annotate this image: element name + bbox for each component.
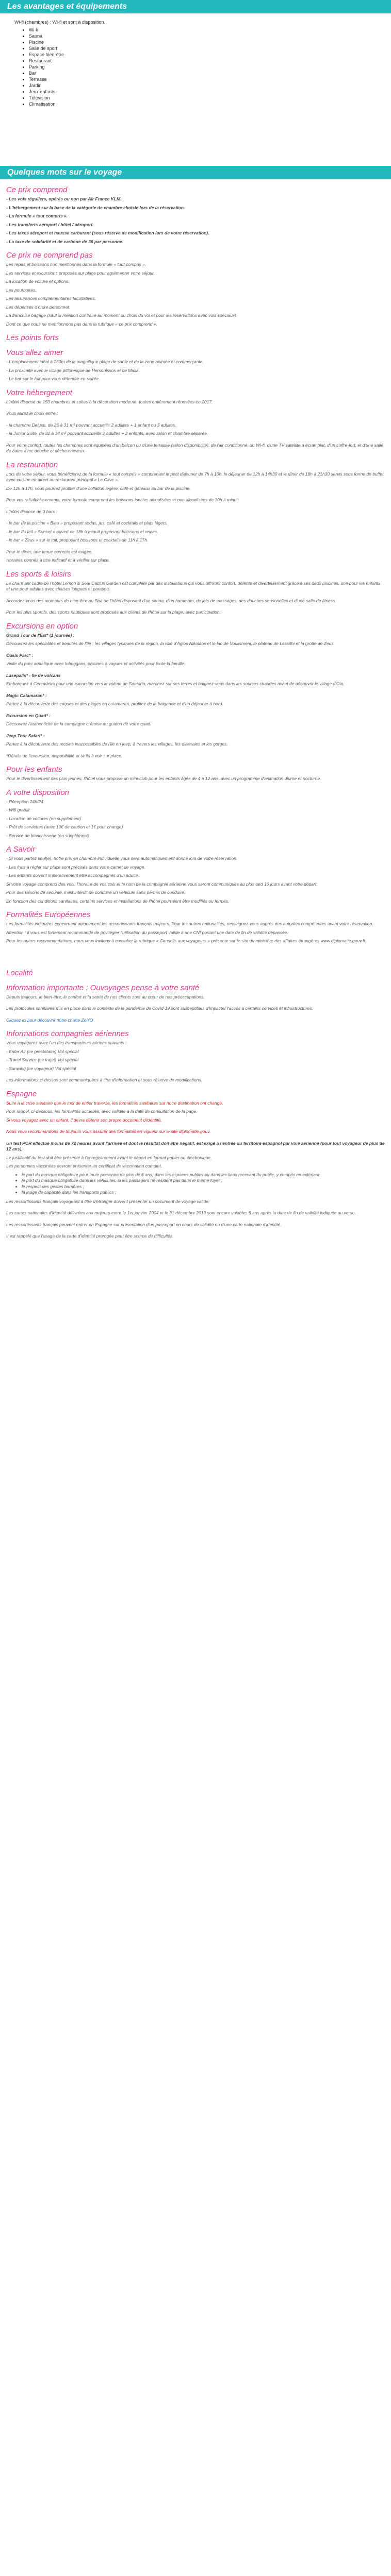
section-title: Pour les enfants bbox=[6, 765, 62, 774]
text: - Les frais à régler sur place sont précisés dans votre carnet de voyage. bbox=[6, 864, 145, 870]
text: - Service de blanchisserie (en supplément) bbox=[6, 833, 90, 838]
text: Oasis Parc* : bbox=[6, 652, 34, 658]
text: - Wifi gratuit bbox=[6, 807, 30, 812]
text: Dont ce que nous ne mentionnons pas dans la rubrique « ce prix comprend ». bbox=[6, 321, 157, 327]
text: - Les enfants doivent impérativement être accompagnés d'un adulte. bbox=[6, 873, 139, 878]
text: Accordez-vous des moments de bien-être au Spa de l'hôtel disposant d'un sauna, d'un hammam, de jets de massages, des douches sensorielles et d'une salle de fitness. bbox=[6, 598, 336, 603]
text: Les ressortissants français peuvent entrer en Espagne sur présentation d'un passeport en cours de validité ou d'une carte nationale d'identité. bbox=[6, 1222, 282, 1227]
page bbox=[0, 0, 391, 1240]
rules-list bbox=[6, 1172, 385, 1196]
amenity-item: • Jeux enfants bbox=[29, 89, 382, 95]
section-title: Information importante : Ouvoyages pense à votre santé bbox=[6, 983, 200, 992]
text: Le charmant cadre de l'hôtel Lemon & Seal Cactus Garden est complété par des installations qui vous offriront confort, détente et divertissement grâce à ses deux piscines, une pour les enfants et une pour adultes avec chaises longues et parasols. bbox=[6, 580, 381, 591]
amenity-item: • Salle de sport bbox=[29, 45, 382, 52]
text: - Location de voitures (en supplément) bbox=[6, 816, 82, 821]
amenity-item: • Télévision bbox=[29, 95, 382, 101]
text: Pour le dîner, une tenue correcte est exigée. bbox=[6, 549, 93, 554]
text: - La formule « tout compris ». bbox=[6, 213, 68, 218]
section-title: Votre hébergement bbox=[6, 388, 72, 397]
amenity-item: • Espace bien-être bbox=[29, 52, 382, 58]
text: - Sunwing (ce voyageur) Vol spécial bbox=[6, 1065, 76, 1071]
text: En fonction des conditions sanitaires, certains services et installations de l'hôtel pourraient être modifiés ou fermés. bbox=[6, 898, 230, 904]
text: Pour vos rafraîchissements, votre formule comprend les boissons locales alcoolisées et non alcoolisées de 10h à minuit. bbox=[6, 497, 240, 502]
text: Les repas et boissons non mentionnés dans la formule « tout compris ». bbox=[6, 262, 146, 267]
text: Découvrez les spécialités et beautés de l'île : les villages typiques de la région, la ville d'Agios Nikolaos et le lac de Voulismeni, le plateau de Lassithi et la grotte de Zeus. bbox=[6, 641, 335, 646]
amenity-item: • Parking bbox=[29, 64, 382, 70]
text: - L'hébergement sur la base de la catégorie de chambre choisie lors de la réservation. bbox=[6, 205, 185, 210]
text: Les personnes vaccinées devront présenter un certificat de vaccination complet. bbox=[6, 1163, 162, 1168]
amenities-intro: Wi-fi (chambres) : Wi-fi et sont à disposition. bbox=[14, 20, 106, 25]
text: - Les transferts aéroport / hôtel / aéroport. bbox=[6, 222, 94, 227]
section-title: Formalités Européennes bbox=[6, 910, 91, 919]
text: Lors de votre séjour, vous bénéficierez de la formule « tout compris » comprenant le petit déjeuner de 7h à 10h, le déjeuner de 12h à 14h30 et le dîner de 18h à 21h30 servis sous forme de buffet avec cuisine en direct au restaurant principal « Le Olive ». bbox=[6, 471, 384, 482]
text: Les assurances complémentaires facultatives. bbox=[6, 296, 96, 301]
text: - la chambre Deluxe, de 26 à 31 m² pouvant accueillir 2 adultes + 1 enfant ou 3 adultes. bbox=[6, 422, 176, 428]
section-title: Excursions en option bbox=[6, 621, 78, 631]
text: Grand Tour de l'Est* (1 journée) : bbox=[6, 632, 75, 638]
text: - Les taxes aéroport et hausse carburant (sous réserve de modification lors de votre réservation). bbox=[6, 230, 209, 235]
text: Pour votre confort, toutes les chambres sont équipées d'un balcon ou d'une terrasse (selon disponibilité), de l'air conditionné, du Wi-fi, d'une TV satellite à écran plat, d'un coffre-fort, et d'une salle de bains avec douche et sèche-cheveux. bbox=[6, 442, 384, 453]
text: Pour les plus sportifs, des sports nautiques sont proposés aux clients de l'hôtel sur la plage, avec participation. bbox=[6, 609, 221, 615]
amenity-item: • Restaurant bbox=[29, 58, 382, 64]
text: - La proximité avec le village pittoresque de Hersonissos et de Malia. bbox=[6, 367, 140, 373]
text: Partez à la découverte des criques et des plages en catamaran, profitez de la baignade et d'un déjeuner à bord. bbox=[6, 701, 223, 706]
text: Les protocoles sanitaires mis en place dans le contexte de la pandémie de Covid-19 sont susceptibles d'impacter l'accès à certains services et infrastructures. bbox=[6, 1006, 313, 1011]
text: Nous vous recommandons de toujours vous assurer des formalités en vigueur sur le site diplomatie.gouv. bbox=[6, 1129, 211, 1134]
text: Les informations ci-dessus sont communiquées à titre d'information et sous réserve de modifications. bbox=[6, 1077, 203, 1082]
text: - L'emplacement idéal à 250m de la magnifique plage de sable et de la zone animée et commerçante. bbox=[6, 359, 204, 364]
text: Suite à la crise sanitaire que le monde entier traverse, les formalités sanitaires sur notre destination ont changé. bbox=[6, 1100, 223, 1106]
text: - Travel Service (ce trajet) Vol spécial bbox=[6, 1057, 79, 1062]
text: De 12h à 17h, vous pourrez profiter d'une collation légère, café et gâteaux au bar de la piscine. bbox=[6, 485, 191, 491]
amenity-item: • Piscine bbox=[29, 39, 382, 45]
section-title: Ce prix ne comprend pas bbox=[6, 251, 93, 260]
list-item: • le port du masque obligatoire dans les véhicules, si les passagers ne résident pas dans le même foyer ; bbox=[22, 1178, 385, 1184]
text: L'hôtel dispose de 150 chambres et suites à la décoration moderne, toutes entièrement rénovées en 2017. bbox=[6, 399, 213, 404]
text: Magic Catamaran* : bbox=[6, 692, 47, 698]
section-title: Espagne bbox=[6, 1089, 37, 1098]
text: Les services et excursions proposés sur place pour agrémenter votre séjour. bbox=[6, 270, 155, 276]
text: - Prêt de serviettes (avec 10€ de caution et 1€ pour change) bbox=[6, 824, 123, 829]
text: Lasepalis* - Ile de volcans bbox=[6, 672, 61, 678]
section-title: La restauration bbox=[6, 460, 58, 469]
text: Horaires donnés à titre indicatif et à vérifier sur place. bbox=[6, 557, 110, 563]
text: Depuis toujours, le bien-être, le confort et la santé de nos clients sont au cœur de nos préoccupations. bbox=[6, 994, 205, 999]
trip-info-header: Quelques mots sur le voyage bbox=[0, 166, 391, 179]
text: Excursion en Quad* : bbox=[6, 713, 51, 718]
text: - la Junior Suite, de 31 à 34 m² pouvant accueillir 2 adultes + 2 enfants, avec salon et chambre séparée. bbox=[6, 431, 208, 436]
amenities-section bbox=[0, 13, 391, 114]
amenities-header: Les avantages et équipements bbox=[0, 0, 391, 13]
text: Vous aurez le choix entre : bbox=[6, 411, 58, 416]
section-title: Les sports & loisirs bbox=[6, 569, 71, 579]
list-item: • la jauge de capacité dans les transports publics ; bbox=[22, 1190, 385, 1196]
text: Pour le divertissement des plus jeunes, l'hôtel vous propose un mini-club pour les enfants âgés de 4 à 12 ans, avec un programme d'animation diurne et nocturne. bbox=[6, 776, 321, 781]
text: Pour rappel, ci-dessous, les formalités actuelles, avec validité à la date de consultation de la page. bbox=[6, 1109, 198, 1114]
text: - La taxe de solidarité et de carbone de 36 par personne. bbox=[6, 239, 124, 244]
section-title: Informations compagnies aériennes bbox=[6, 1029, 129, 1038]
list-item: • le port du masque obligatoire pour toute personne de plus de 6 ans, dans les espaces publics ou dans les lieux recevant du public, y compris en extérieur. bbox=[22, 1172, 385, 1178]
amenity-item: • Climatisation bbox=[29, 101, 382, 107]
list-item: • le respect des gestes barrières ; bbox=[22, 1184, 385, 1190]
text: - Réception 24h/24 bbox=[6, 799, 43, 804]
text: Les cartes nationales d'identité délivrées aux majeurs entre le 1er janvier 2004 et le 31 décembre 2013 sont encore valables 5 ans après la date de fin de validité indiquée au verso. bbox=[6, 1210, 356, 1215]
text: Pour les autres recommandations, nous vous invitons à consulter la rubrique « Conseils aux voyageurs » présente sur le site du ministère des affaires étrangères www.diplomatie.gouv.fr. bbox=[6, 938, 367, 943]
text: L'hôtel dispose de 3 bars : bbox=[6, 509, 57, 514]
text: Pour des raisons de sécurité, il est interdit de conduire un véhicule sans permis de conduire. bbox=[6, 890, 186, 895]
text: Le justificatif du test doit être présenté à l'enregistrement avant le départ en format papier ou électronique. bbox=[6, 1155, 212, 1160]
trip-info-section bbox=[0, 185, 391, 1240]
text: Embarquez à Cercadeiro pour une excursion vers le volcan de Santorin, marchez sur ses terres et baignez-vous dans les sources chaudes avant de découvrir le village d'Oia. bbox=[6, 681, 345, 686]
text: Partez à la découverte des recoins inaccessibles de l'île en jeep, à travers les villages, les oliveraies et les gorges. bbox=[6, 741, 228, 747]
section-title: Ce prix comprend bbox=[6, 185, 68, 194]
text: - Enter Air (ce prestataire) Vol spécial bbox=[6, 1048, 79, 1054]
text: Vous voyagerez avec l'un des transporteurs aériens suivants : bbox=[6, 1040, 127, 1045]
amenity-item: • Sauna bbox=[29, 33, 382, 39]
text: Les ressortissants français voyageant à titre d'étranger doivent présenter un document de voyage valide. bbox=[6, 1198, 210, 1204]
text: Jeep Tour Safari* : bbox=[6, 733, 45, 738]
section-title: A votre disposition bbox=[6, 788, 70, 797]
amenities-list bbox=[9, 27, 382, 107]
charter-link[interactable]: Cliquez ici pour découvrir notre charte Zen'O bbox=[6, 1017, 93, 1023]
section-title: Localité bbox=[6, 968, 33, 977]
text: Si vous voyagez avec un enfant, il devra détenir son propre document d'identité. bbox=[6, 1117, 162, 1123]
text: Si votre voyage comprend des vols, l'horaire de vos vols et le nom de la compagnie aérienne vous seront communiqués au plus tard 10 jours avant votre départ. bbox=[6, 881, 318, 887]
amenity-item: • Bar bbox=[29, 70, 382, 76]
text: - Les vols réguliers, opérés ou non par Air France KLM. bbox=[6, 196, 122, 201]
text: Visite du parc aquatique avec toboggans, piscines à vagues et activités pour toute la famille. bbox=[6, 661, 186, 666]
text: Découvrez l'authenticité de la campagne crétoise au guidon de votre quad. bbox=[6, 721, 152, 726]
text: La location de voiture et options. bbox=[6, 279, 70, 284]
section-title: A Savoir bbox=[6, 845, 36, 854]
section-title: Les points forts bbox=[6, 333, 59, 342]
text: Les dépenses d'ordre personnel. bbox=[6, 304, 70, 310]
text: - le bar « Zeus » sur le toit, proposant boissons et cocktails de 11h à 17h. bbox=[6, 537, 149, 543]
text: *Détails de l'excursion, disponibilité et tarifs à voir sur place. bbox=[6, 753, 123, 758]
text: - le bar de la piscine « Bleu » proposant sodas, jus, café et cocktails et plats légers. bbox=[6, 520, 168, 526]
amenity-item: • Jardin bbox=[29, 82, 382, 89]
text: Il est rappelé que l'usage de la carte d'identité prorogée peut être source de difficultés. bbox=[6, 1233, 174, 1239]
text: - le bar du toit « Sunset » ouvert de 18h à minuit proposant boissons et encas. bbox=[6, 529, 158, 534]
amenity-item: • Terrasse bbox=[29, 76, 382, 82]
text: Attention : il vous est fortement recommandé de privilégier l'utilisation du passeport valide à une CNI portant une date de fin de validité dépassée. bbox=[6, 929, 288, 935]
text: - Le bar sur le toit pour vous détendre en soirée. bbox=[6, 376, 100, 381]
amenity-item: • Wi-fi bbox=[29, 27, 382, 33]
text: Les pourboires. bbox=[6, 287, 37, 293]
text: La franchise bagage (sauf si mention contraire au moment du choix du vol et pour les réservations avec vols spéciaux). bbox=[6, 313, 238, 318]
text: Les formalités indiquées concernent uniquement les ressortissants français majeurs. Pour les autres nationalités, renseignez-vous auprès des autorités compétentes avant votre réservation. bbox=[6, 921, 373, 926]
text: Un test PCR effectué moins de 72 heures avant l'arrivée et dont le résultat doit être négatif, est exigé à l'entrée du territoire espagnol par voie aérienne (pour tout voyageur de plus de 12 ans). bbox=[6, 1140, 385, 1151]
section-title: Vous allez aimer bbox=[6, 348, 63, 357]
text: - Si vous partez seul(e), notre prix en chambre individuelle vous sera automatiquement donné lors de votre réservation. bbox=[6, 856, 238, 861]
